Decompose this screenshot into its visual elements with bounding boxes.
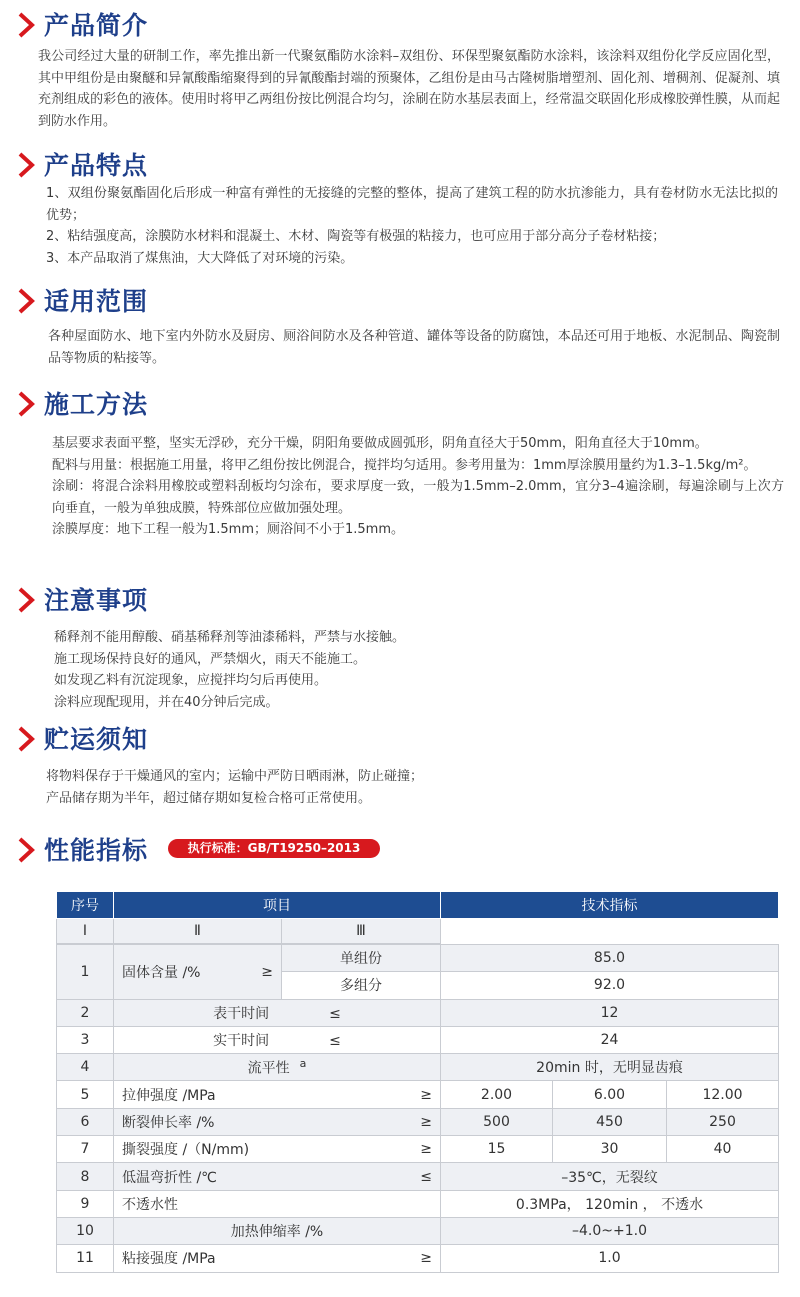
section-header (0, 146, 760, 186)
method-item: 基层要求表面平整，坚实无浮砂，充分干燥，阴阳角要做成圆弧形，阴角直径大于50mm，阳角直径大于10mm。 (52, 436, 708, 451)
item-op: ≥ (261, 963, 273, 980)
row-value: 0.3MPa， 120min ， 不透水 (441, 1190, 779, 1217)
chevron-icon (14, 389, 40, 419)
item-label: 实干时间 (213, 1033, 270, 1050)
chevron-icon (14, 724, 40, 754)
item-label: 拉伸强度 /MPa (122, 1087, 216, 1104)
row-item (114, 1026, 441, 1053)
standard-badge: 执行标准：GB/T19250–2013 (168, 839, 380, 858)
row-value: 250 (667, 1108, 779, 1135)
item-label: 固体含量 /% (122, 964, 201, 981)
performance-table (56, 891, 779, 944)
section-header (0, 831, 760, 871)
row-no: 9 (57, 1190, 114, 1217)
header-spec: 技术指标 (441, 892, 779, 919)
storage-item: 产品储存期为半年，超过储存期如复检合格可正常使用。 (46, 790, 372, 806)
row-item (114, 1163, 441, 1190)
row-no: 2 (57, 999, 114, 1026)
row-value: –35℃，无裂纹 (441, 1163, 779, 1190)
row-no: 3 (57, 1026, 114, 1053)
row-value: 92.0 (441, 972, 779, 999)
row-item (114, 1217, 441, 1244)
grade-cell: Ⅱ (114, 919, 282, 944)
row-no: 8 (57, 1163, 114, 1190)
table-row (57, 1026, 779, 1053)
performance-table-body (56, 944, 779, 1273)
row-value: 40 (667, 1136, 779, 1163)
item-label: 流平性 (247, 1060, 290, 1077)
storage-item: 将物料保存于干燥通风的室内；运输中严防日晒雨淋，防止碰撞； (46, 769, 424, 784)
item-op: ≥ (420, 1113, 432, 1130)
grade-cell: Ⅲ (282, 919, 441, 944)
row-item (114, 1190, 441, 1217)
item-op: ≤ (329, 1005, 341, 1022)
section-title: 注意事项 (44, 586, 149, 615)
intro-text: 我公司经过大量的研制工作，率先推出新一代聚氨酯防水涂料–双组份、环保型聚氨酯防水涂料，该涂料双组份化学反应固化型，其中甲组份是由聚醚和异氰酸酯缩聚得到的异氰酸酯封端的预聚体，乙组份是由马古隆树脂增塑剂、固化剂、增稠剂、促凝剂、填充剂组成的彩色的液体。使用时将甲乙两组份按比例混合均匀，涂刷在防水基层表面上，经常温交联固化形成橡胶弹性膜，从而起到防水作用。 (38, 49, 780, 129)
header-item: 项目 (114, 892, 441, 919)
chevron-icon (14, 585, 40, 615)
table-row (57, 999, 779, 1026)
row-value: 450 (553, 1108, 667, 1135)
item-label: 断裂伸长率 /% (122, 1114, 215, 1131)
table-row (57, 1190, 779, 1217)
row-item (114, 1108, 441, 1135)
note-item: 施工现场保持良好的通风，严禁烟火，雨天不能施工。 (54, 651, 367, 667)
note-item: 如发现乙料有沉淀现象，应搅拌均匀后再使用。 (54, 673, 328, 688)
table-row (57, 1108, 779, 1135)
section-title: 产品特点 (44, 151, 149, 180)
table-row (57, 1245, 779, 1272)
method-item: 配料与用量：根据施工用量，将甲乙组份按比例混合，搅拌均匀适用。参考用量为：1mm厚涂膜用量约为1.3–1.5kg/m²。 (52, 457, 757, 473)
row-value: 500 (441, 1108, 553, 1135)
feature-item: 3、本产品取消了煤焦油，大大降低了对环境的污染。 (46, 250, 354, 266)
row-value: 30 (553, 1136, 667, 1163)
item-label: 粘接强度 /MPa (122, 1251, 216, 1268)
row-item (114, 1245, 441, 1272)
feature-item: 1、双组份聚氨酯固化后形成一种富有弹性的无接缝的完整的整体，提高了建筑工程的防水抗渗能力，具有卷材防水无法比拟的优势； (46, 186, 778, 223)
item-op: ≥ (420, 1141, 432, 1158)
row-sub: 多组分 (282, 972, 441, 999)
chevron-icon (14, 150, 40, 180)
chevron-icon (14, 10, 40, 40)
section-header (0, 385, 760, 425)
feature-item: 2、粘结强度高，涂膜防水材料和混凝土、木材、陶瓷等有极强的粘接力，也可应用于部分高分子卷材粘接； (46, 229, 666, 244)
footnote-mark: a (299, 1057, 307, 1070)
item-label: 撕裂强度 /（N/mm) (122, 1142, 250, 1159)
row-value: 20min 时，无明显齿痕 (441, 1054, 779, 1081)
row-no: 11 (57, 1245, 114, 1272)
item-label: 表干时间 (213, 1005, 270, 1022)
row-no: 10 (57, 1217, 114, 1244)
table-row (57, 1081, 779, 1108)
header-no: 序号 (57, 892, 114, 919)
section-header (0, 282, 760, 322)
note-item: 涂料应现配现用，并在40分钟后完成。 (54, 694, 279, 710)
item-label: 低温弯折性 /℃ (122, 1169, 217, 1186)
row-no: 1 (57, 945, 114, 1000)
row-item (114, 1081, 441, 1108)
row-item (114, 1136, 441, 1163)
table-row (57, 1054, 779, 1081)
scope-text: 各种屋面防水、地下室内外防水及厨房、厕浴间防水及各种管道、罐体等设备的防腐蚀，本品还可用于地板、水泥制品、陶瓷制品等物质的粘接等。 (48, 329, 780, 366)
note-item: 稀释剂不能用醇酸、硝基稀释剂等油漆稀料，严禁与水接触。 (54, 630, 406, 645)
section-title: 贮运须知 (44, 725, 149, 754)
row-value: 15 (441, 1136, 553, 1163)
row-no: 6 (57, 1108, 114, 1135)
row-value: 12.00 (667, 1081, 779, 1108)
chevron-icon (14, 286, 40, 316)
section-header (0, 581, 760, 621)
row-value: 2.00 (441, 1081, 553, 1108)
row-no: 7 (57, 1136, 114, 1163)
item-op: ≤ (420, 1168, 432, 1185)
row-value: 1.0 (441, 1245, 779, 1272)
section-header (0, 6, 760, 46)
item-label: 加热伸缩率 /% (230, 1224, 324, 1241)
chevron-icon (14, 835, 40, 865)
table-row (57, 1136, 779, 1163)
row-item (114, 999, 441, 1026)
table-row (57, 1217, 779, 1244)
row-no: 4 (57, 1054, 114, 1081)
method-item: 涂膜厚度：地下工程一般为1.5mm；厕浴间不小于1.5mm。 (52, 522, 405, 537)
row-sub: 单组份 (282, 945, 441, 972)
item-op: ≥ (420, 1086, 432, 1103)
row-no: 5 (57, 1081, 114, 1108)
row-item (114, 1054, 441, 1081)
section-header (0, 720, 760, 760)
row-item (114, 945, 282, 1000)
item-op: ≥ (420, 1250, 432, 1267)
table-row (57, 945, 779, 972)
section-title: 性能指标 (44, 836, 149, 865)
row-value: 6.00 (553, 1081, 667, 1108)
section-title: 产品简介 (44, 11, 149, 40)
item-label: 不透水性 (122, 1196, 178, 1213)
item-op: ≤ (329, 1033, 341, 1050)
section-title: 适用范围 (44, 287, 149, 316)
grade-row (57, 919, 779, 944)
grade-cell: Ⅰ (57, 919, 114, 944)
row-value: 12 (441, 999, 779, 1026)
row-value: 85.0 (441, 945, 779, 972)
row-value: 24 (441, 1026, 779, 1053)
method-item: 涂刷：将混合涂料用橡胶或塑料刮板均匀涂布，要求厚度一致，一般为1.5mm–2.0mm，宜分3–4遍涂刷，每遍涂刷与上次方向垂直，一般为单独成膜，特殊部位应做加强处理。 (52, 479, 784, 516)
section-title: 施工方法 (44, 390, 149, 419)
table-header-row (57, 892, 779, 919)
row-value: –4.0~+1.0 (441, 1217, 779, 1244)
table-row (57, 1163, 779, 1190)
